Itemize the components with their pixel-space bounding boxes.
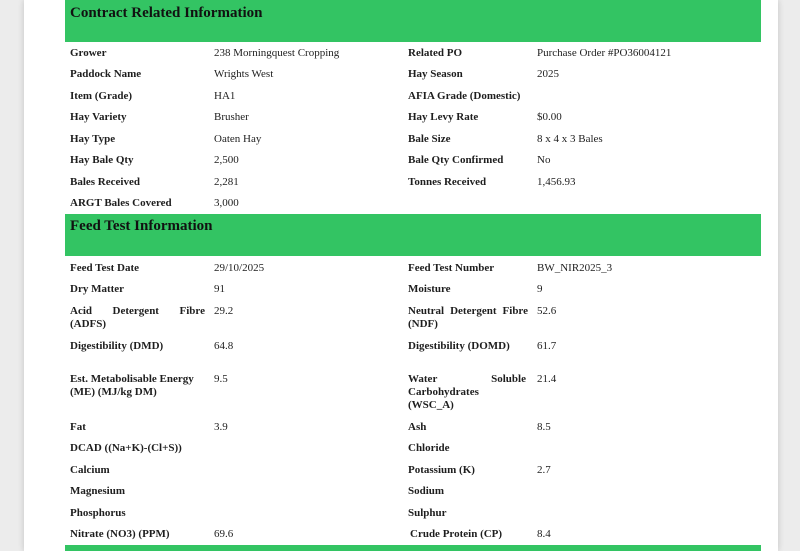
feed-label-ash: Ash	[408, 421, 427, 433]
contract-label-related-po: Related PO	[408, 47, 463, 59]
contract-label-hay-variety: Hay Variety	[70, 111, 127, 123]
feed-label-dry-matter: Dry Matter	[70, 283, 125, 295]
contract-value-argt-bales: 3,000	[214, 197, 239, 209]
contract-value-tonnes-received: 1,456.93	[537, 176, 576, 188]
contract-label-afia-grade: AFIA Grade (Domestic)	[408, 90, 521, 102]
feed-section-header	[65, 214, 761, 256]
contract-value-related-po: Purchase Order #PO36004121	[537, 47, 672, 59]
feed-label-domd: Digestibility (DOMD)	[408, 340, 510, 352]
contract-label-hay-type: Hay Type	[70, 133, 116, 145]
feed-label-potassium: Potassium (K)	[408, 464, 475, 476]
contract-label-tonnes-received: Tonnes Received	[408, 176, 487, 188]
contract-label-hay-season: Hay Season	[408, 68, 463, 80]
contract-label-paddock: Paddock Name	[70, 68, 142, 80]
contract-value-hay-season: 2025	[537, 68, 559, 80]
feed-value-nitrate: 69.6	[214, 528, 234, 540]
contract-value-hay-levy: $0.00	[537, 111, 562, 123]
feed-value-test-number: BW_NIR2025_3	[537, 262, 613, 274]
contract-label-bale-qty: Hay Bale Qty	[70, 154, 134, 166]
feed-label-sulphur: Sulphur	[408, 507, 447, 519]
feed-label-wsc: Water Soluble Carbohydrates (WSC_A)	[408, 373, 526, 411]
feed-section-title: Feed Test Information	[70, 218, 213, 234]
feed-value-wsc: 21.4	[537, 373, 557, 385]
feed-value-me: 9.5	[214, 373, 228, 385]
feed-label-test-number: Feed Test Number	[408, 262, 495, 274]
feed-value-crude-protein: 8.4	[537, 528, 551, 540]
contract-label-grower: Grower	[70, 47, 107, 59]
feed-label-dmd: Digestibility (DMD)	[70, 340, 164, 352]
feed-label-me: Est. Metabolisable Energy (ME) (MJ/kg DM)	[70, 373, 194, 398]
feed-value-ndf: 52.6	[537, 305, 557, 317]
contract-label-item-grade: Item (Grade)	[70, 90, 133, 102]
feed-value-ash: 8.5	[537, 421, 551, 433]
feed-label-fat: Fat	[70, 421, 86, 433]
contract-label-argt-bales: ARGT Bales Covered	[70, 197, 172, 209]
contract-value-bales-received: 2,281	[214, 176, 239, 188]
contract-value-bale-qty-confirmed: No	[537, 154, 551, 166]
feed-label-phosphorus: Phosphorus	[70, 507, 126, 519]
contract-value-item-grade: HA1	[214, 90, 236, 102]
contract-label-bale-size: Bale Size	[408, 133, 451, 145]
feed-value-adf: 29.2	[214, 305, 234, 317]
feed-label-ndf: Neutral Detergent Fibre (NDF)	[408, 305, 528, 330]
contract-section-title: Contract Related Information	[70, 5, 263, 21]
contract-value-hay-variety: Brusher	[214, 111, 249, 123]
feed-value-test-date: 29/10/2025	[214, 262, 265, 274]
contract-label-bales-received: Bales Received	[70, 176, 140, 188]
contract-value-grower: 238 Morningquest Cropping	[214, 47, 340, 59]
contract-value-paddock: Wrights West	[214, 68, 274, 80]
feed-label-dcad: DCAD ((Na+K)-(Cl+S))	[70, 442, 182, 454]
feed-value-dmd: 64.8	[214, 340, 234, 352]
feed-label-calcium: Calcium	[70, 464, 110, 476]
feed-value-moisture: 9	[537, 283, 543, 295]
contract-value-bale-size: 8 x 4 x 3 Bales	[537, 133, 603, 145]
feed-label-crude-protein: Crude Protein (CP)	[410, 528, 503, 540]
feed-label-sodium: Sodium	[408, 485, 445, 497]
next-section-header	[65, 545, 761, 551]
feed-label-magnesium: Magnesium	[70, 485, 125, 497]
contract-value-bale-qty: 2,500	[214, 154, 239, 166]
feed-label-nitrate: Nitrate (NO3) (PPM)	[70, 528, 170, 540]
feed-value-potassium: 2.7	[537, 464, 551, 476]
feed-value-domd: 61.7	[537, 340, 557, 352]
contract-label-bale-qty-confirmed: Bale Qty Confirmed	[408, 154, 504, 166]
feed-label-chloride: Chloride	[408, 442, 450, 454]
feed-label-adf: Acid Detergent Fibre (ADFS)	[70, 305, 205, 330]
feed-label-test-date: Feed Test Date	[70, 262, 140, 274]
feed-label-moisture: Moisture	[408, 283, 451, 295]
feed-value-dry-matter: 91	[214, 283, 225, 295]
contract-value-hay-type: Oaten Hay	[214, 133, 262, 145]
report-page	[24, 0, 778, 551]
contract-label-hay-levy: Hay Levy Rate	[408, 111, 479, 123]
contract-section-header	[65, 0, 761, 42]
feed-value-fat: 3.9	[214, 421, 228, 433]
